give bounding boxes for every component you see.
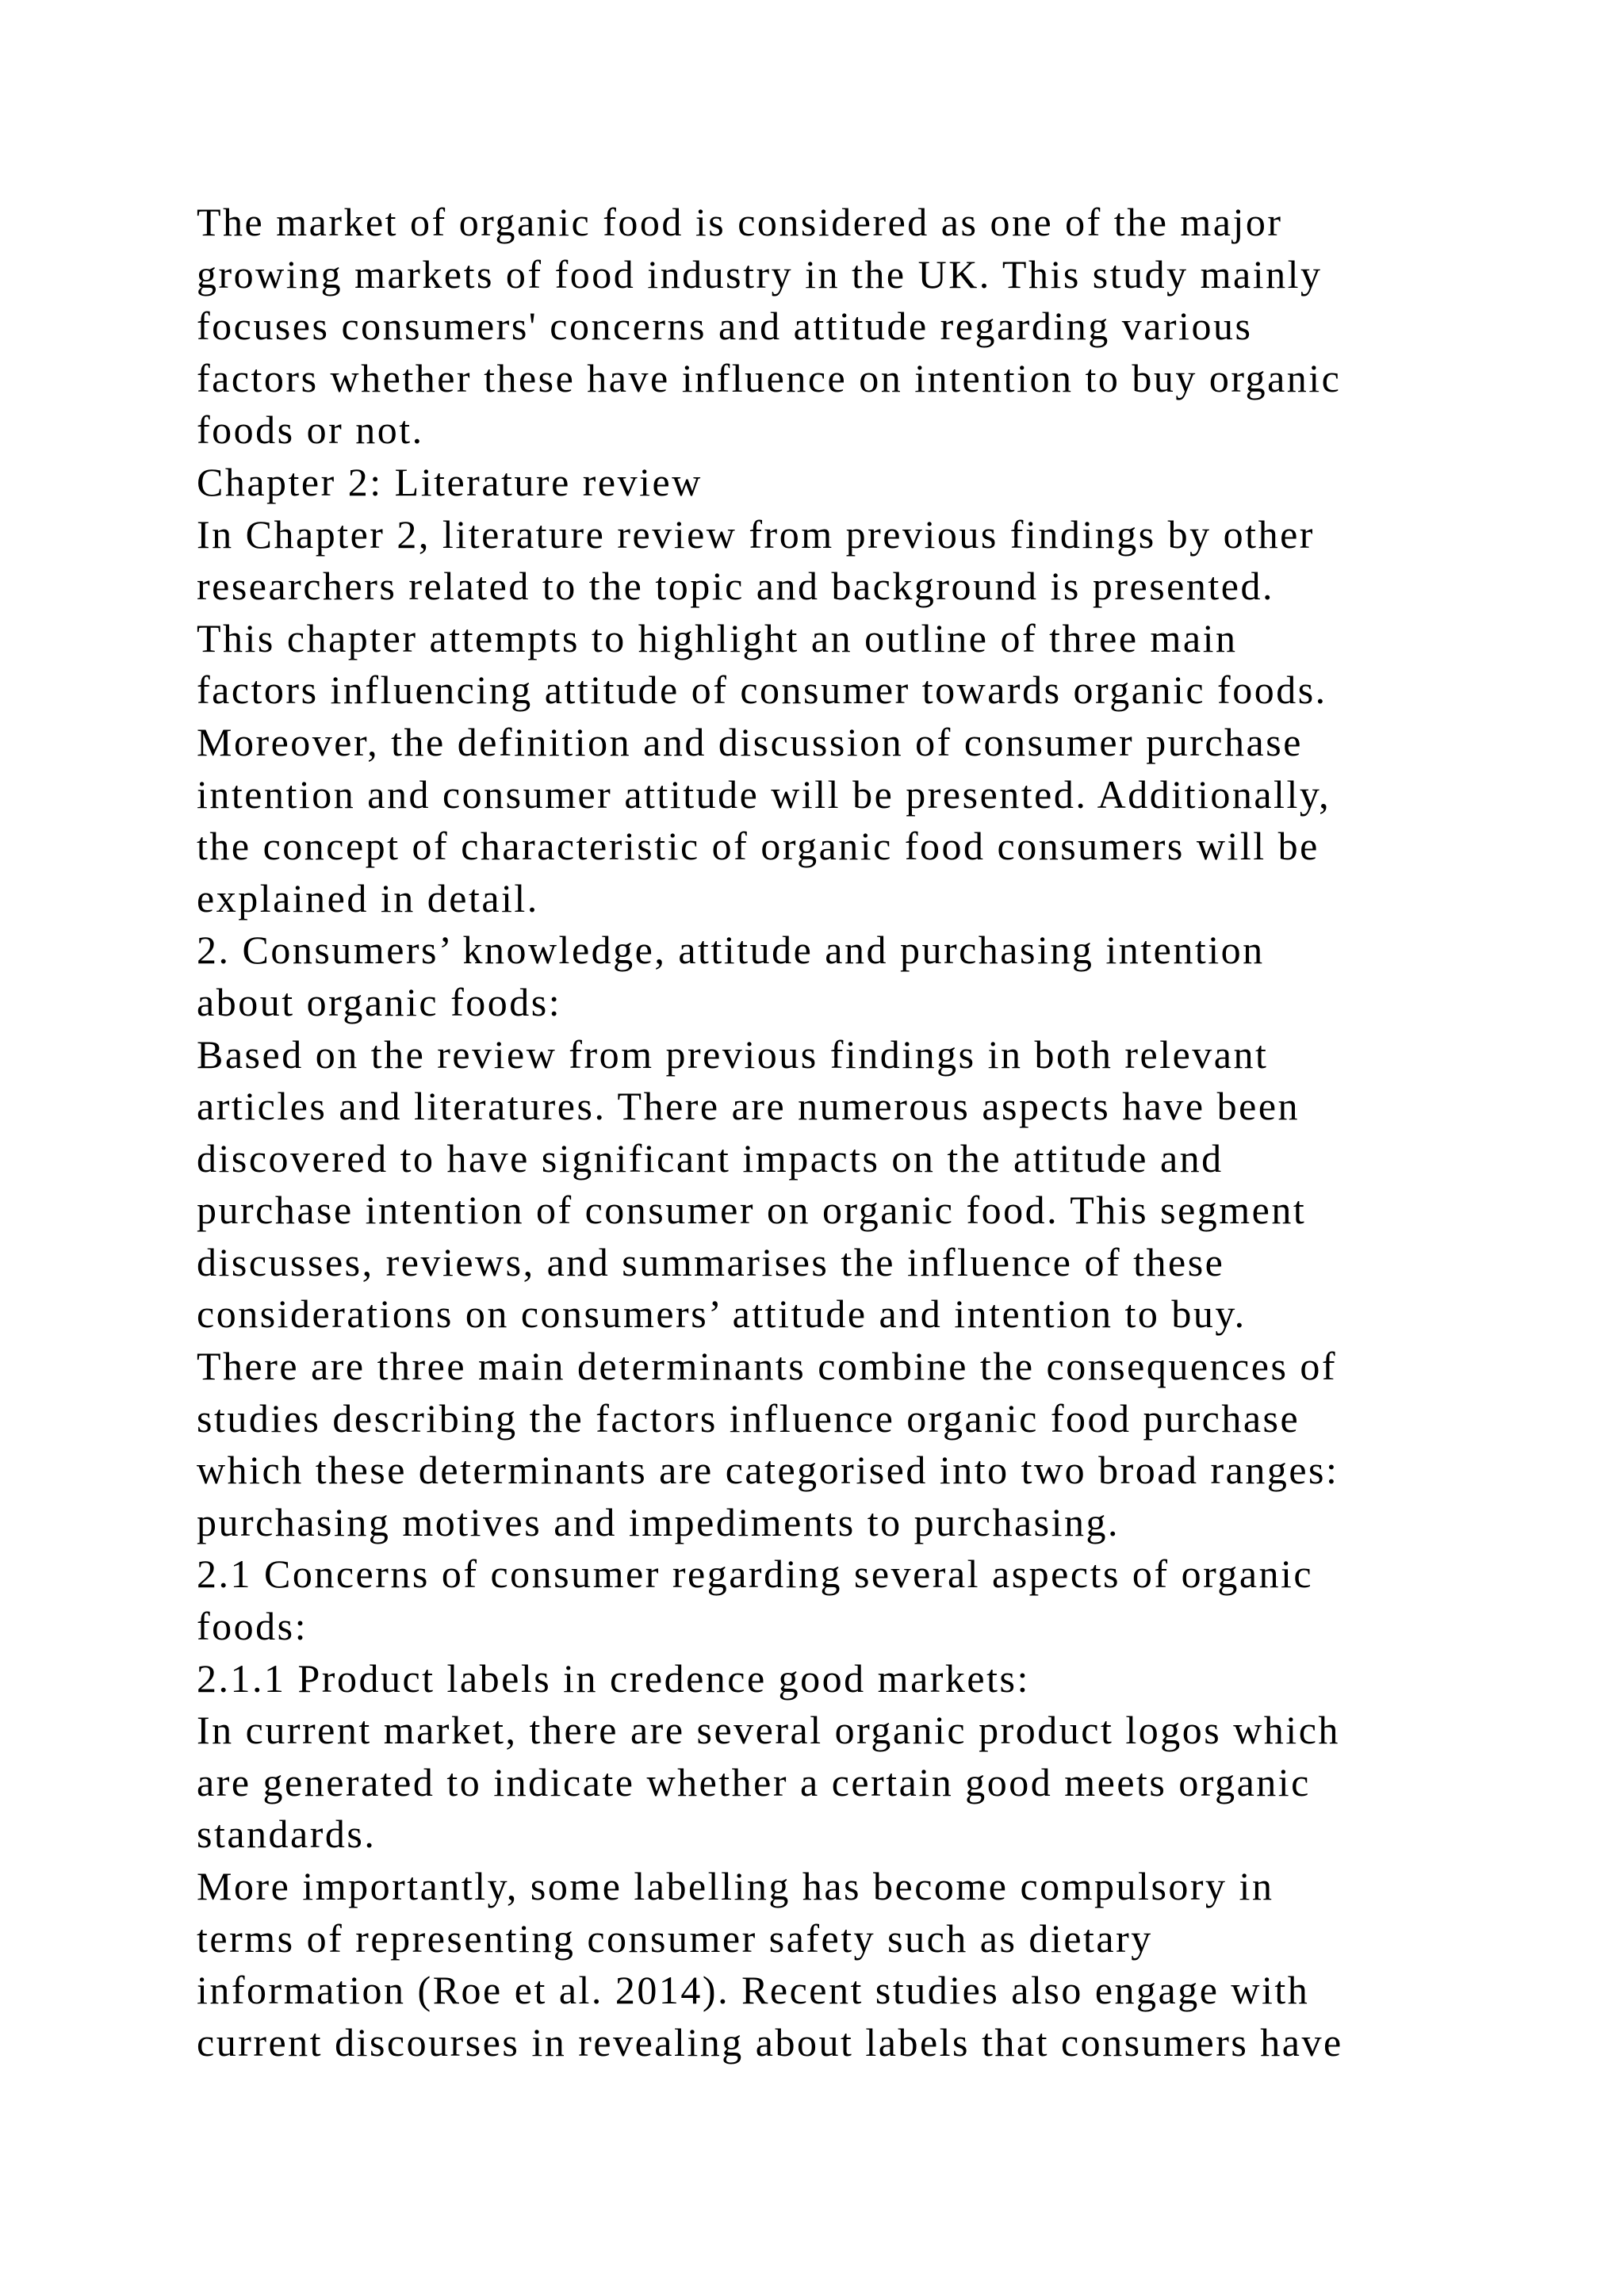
text-line: This chapter attempts to highlight an outline of three main (197, 615, 1238, 660)
text-line: terms of representing consumer safety such as dietary (197, 1915, 1153, 1961)
text-line: purchase intention of consumer on organic food. This segment (197, 1188, 1307, 1233)
text-line: explained in detail. (197, 875, 539, 920)
subsubsection-heading: 2.1.1 Product labels in credence good markets: (197, 1655, 1030, 1701)
text-line: Based on the review from previous findings in both relevant (197, 1031, 1269, 1077)
text-line: focuses consumers' concerns and attitude regarding various (197, 304, 1253, 349)
text-line: articles and literatures. There are numerous aspects have been (197, 1084, 1300, 1129)
text-line: intention and consumer attitude will be presented. Additionally, (197, 771, 1331, 817)
text-line: factors whether these have influence on intention to buy organic (197, 355, 1342, 400)
text-line: current discourses in revealing about labels that consumers have (197, 2019, 1343, 2064)
text-line: In current market, there are several organic product logos which (197, 1708, 1340, 1753)
text-line: the concept of characteristic of organic food consumers will be (197, 824, 1320, 869)
text-line: The market of organic food is considered as one of the major (197, 200, 1283, 244)
document-body (197, 197, 1497, 2068)
section-heading: about organic foods: (197, 979, 562, 1024)
text-line: More importantly, some labelling has become compulsory in (197, 1864, 1274, 1908)
text-line: Moreover, the definition and discussion of consumer purchase (197, 719, 1303, 764)
text-line: are generated to indicate whether a certain good meets organic (197, 1759, 1311, 1804)
text-line: In Chapter 2, literature review from previous findings by other (197, 511, 1315, 557)
text-line: standards. (197, 1812, 377, 1857)
chapter-heading: Chapter 2: Literature review (197, 459, 703, 504)
text-line: purchasing motives and impediments to purchasing. (197, 1499, 1120, 1544)
subsection-heading: 2.1 Concerns of consumer regarding several aspects of organic (197, 1552, 1314, 1597)
text-line: studies describing the factors influence organic food purchase (197, 1395, 1300, 1441)
text-line: discovered to have significant impacts on the attitude and (197, 1135, 1224, 1181)
subsection-heading: foods: (197, 1604, 308, 1649)
text-line: which these determinants are categorised into two broad ranges: (197, 1448, 1339, 1493)
text-line: discusses, reviews, and summarises the influence of these (197, 1239, 1225, 1284)
section-heading: 2. Consumers’ knowledge, attitude and purchasing intention (197, 928, 1265, 973)
text-line: information (Roe et al. 2014). Recent studies also engage with (197, 1968, 1310, 2013)
text-line: There are three main determinants combine the consequences of (197, 1344, 1338, 1389)
text-line: foods or not. (197, 408, 424, 453)
text-line: growing markets of food industry in the UK. This study mainly (197, 251, 1323, 297)
text-line: considerations on consumers’ attitude and intention to buy. (197, 1292, 1247, 1337)
text-line: researchers related to the topic and background is presented. (197, 564, 1274, 609)
text-line: factors influencing attitude of consumer towards organic foods. (197, 668, 1327, 713)
